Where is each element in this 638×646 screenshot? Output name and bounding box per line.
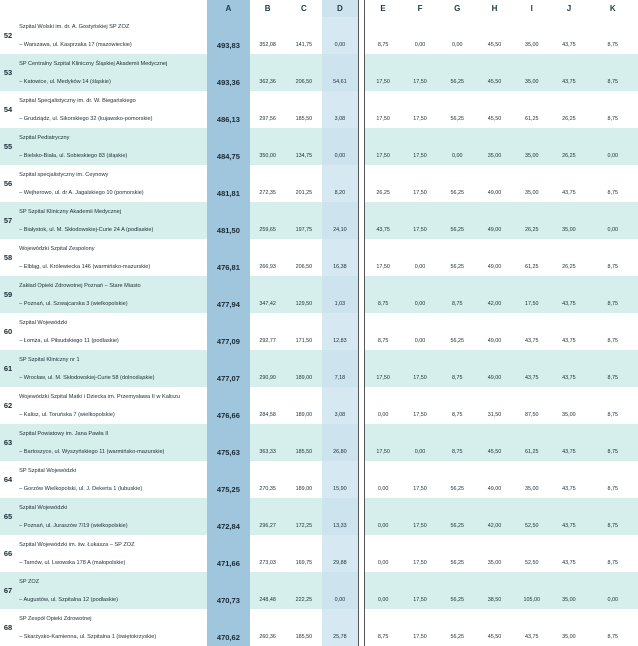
rank-number: 60	[0, 313, 16, 350]
score-c: 197,75	[286, 221, 322, 239]
score-j: 43,75	[550, 36, 587, 54]
score-e: 17,50	[364, 258, 401, 276]
table-row	[0, 239, 638, 258]
table-row-values	[0, 36, 638, 54]
score-j: 26,25	[550, 147, 587, 165]
score-d: 1,03	[322, 295, 358, 313]
score-j: 26,25	[550, 258, 587, 276]
score-h: 45,50	[476, 73, 513, 91]
score-h: 49,00	[476, 221, 513, 239]
score-f: 17,50	[401, 369, 438, 387]
score-b: 350,00	[250, 147, 286, 165]
rank-number: 66	[0, 535, 16, 572]
score-g: 56,25	[439, 554, 476, 572]
hospital-address: – Skarżysko-Kamienna, ul. Szpitalna 1 (świętokrzyskie)	[16, 628, 207, 646]
score-i: 43,75	[513, 628, 550, 646]
score-e: 17,50	[364, 147, 401, 165]
score-f: 17,50	[401, 628, 438, 646]
score-h: 45,50	[476, 36, 513, 54]
score-k: 8,75	[588, 443, 638, 461]
score-c: 206,50	[286, 73, 322, 91]
score-k: 0,00	[588, 591, 638, 609]
score-d: 0,00	[322, 147, 358, 165]
score-f: 17,50	[401, 221, 438, 239]
rank-number: 68	[0, 609, 16, 646]
score-e: 8,75	[364, 295, 401, 313]
rank-number: 53	[0, 54, 16, 91]
rank-number: 62	[0, 387, 16, 424]
hospital-address: – Grudziądz, ul. Sikorskiego 32 (kujawsko-pomorskie)	[16, 110, 207, 128]
hospital-address: – Wejherowo, ul. dr A. Jagalskiego 10 (pomorskie)	[16, 184, 207, 202]
score-j: 35,00	[550, 591, 587, 609]
score-j: 26,25	[550, 110, 587, 128]
total-score: 475,63	[207, 443, 249, 461]
score-b: 296,27	[250, 517, 286, 535]
score-h: 49,00	[476, 258, 513, 276]
table-row-values	[0, 258, 638, 276]
table-row-values	[0, 369, 638, 387]
score-g: 8,75	[439, 443, 476, 461]
score-c: 141,75	[286, 36, 322, 54]
score-b: 352,08	[250, 36, 286, 54]
score-f: 17,50	[401, 147, 438, 165]
score-f: 17,50	[401, 73, 438, 91]
score-c: 189,00	[286, 369, 322, 387]
table-row	[0, 165, 638, 184]
score-e: 0,00	[364, 554, 401, 572]
score-i: 105,00	[513, 591, 550, 609]
score-g: 56,25	[439, 258, 476, 276]
rank-number: 67	[0, 572, 16, 609]
table-row-values	[0, 221, 638, 239]
table-row-values	[0, 332, 638, 350]
total-score: 475,25	[207, 480, 249, 498]
hospital-address: – Poznań, ul. Juraszów 7/19 (wielkopolskie)	[16, 517, 207, 535]
hospital-address: – Białystok, ul. M. Skłodowskiej-Curie 24 A (podlaskie)	[16, 221, 207, 239]
score-d: 13,33	[322, 517, 358, 535]
hospital-name: SP Szpital Kliniczny nr 1	[16, 350, 207, 369]
score-c: 185,50	[286, 443, 322, 461]
score-c: 169,75	[286, 554, 322, 572]
score-f: 17,50	[401, 406, 438, 424]
score-d: 25,78	[322, 628, 358, 646]
score-i: 52,50	[513, 554, 550, 572]
header-col-k: K	[588, 0, 638, 17]
score-b: 248,48	[250, 591, 286, 609]
score-j: 43,75	[550, 295, 587, 313]
hospital-name: Szpital Wojewódzki im. św. Łukasza – SP ZOZ	[16, 535, 207, 554]
score-e: 8,75	[364, 628, 401, 646]
header-name	[16, 0, 207, 17]
score-b: 362,36	[250, 73, 286, 91]
score-b: 347,42	[250, 295, 286, 313]
score-e: 8,75	[364, 332, 401, 350]
table-row	[0, 387, 638, 406]
table-row-values	[0, 554, 638, 572]
header-col-f: F	[401, 0, 438, 17]
score-k: 0,00	[588, 221, 638, 239]
table-row-values	[0, 517, 638, 535]
score-b: 260,36	[250, 628, 286, 646]
score-d: 29,88	[322, 554, 358, 572]
score-b: 284,58	[250, 406, 286, 424]
hospital-name: SP Szpital Kliniczny Akademii Medycznej	[16, 202, 207, 221]
hospital-address: – Katowice, ul. Medyków 14 (śląskie)	[16, 73, 207, 91]
score-h: 38,50	[476, 591, 513, 609]
rank-number: 54	[0, 91, 16, 128]
score-e: 26,25	[364, 184, 401, 202]
rank-number: 52	[0, 17, 16, 54]
score-c: 172,25	[286, 517, 322, 535]
rank-number: 61	[0, 350, 16, 387]
score-h: 42,00	[476, 517, 513, 535]
score-i: 35,00	[513, 184, 550, 202]
score-k: 8,75	[588, 406, 638, 424]
score-g: 8,75	[439, 369, 476, 387]
score-k: 8,75	[588, 258, 638, 276]
table-row	[0, 609, 638, 628]
score-b: 297,56	[250, 110, 286, 128]
score-i: 87,50	[513, 406, 550, 424]
header-col-d: D	[322, 0, 358, 17]
score-c: 222,25	[286, 591, 322, 609]
score-j: 43,75	[550, 443, 587, 461]
score-e: 0,00	[364, 517, 401, 535]
hospital-address: – Bielsko-Biała, ul. Sobieskiego 83 (śląskie)	[16, 147, 207, 165]
score-d: 54,61	[322, 73, 358, 91]
hospital-name: Szpital specjalistyczny im. Ceynowy	[16, 165, 207, 184]
score-k: 8,75	[588, 480, 638, 498]
score-h: 31,50	[476, 406, 513, 424]
rank-number: 57	[0, 202, 16, 239]
score-c: 201,25	[286, 184, 322, 202]
rank-number: 64	[0, 461, 16, 498]
hospital-name: Zakład Opieki Zdrowotnej Poznań – Stare Miasto	[16, 276, 207, 295]
hospital-name: Wojewódzki Szpital Zespolony	[16, 239, 207, 258]
total-score: 471,66	[207, 554, 249, 572]
score-f: 0,00	[401, 295, 438, 313]
score-i: 35,00	[513, 73, 550, 91]
hospital-name: SP Centralny Szpital Kliniczny Śląskiej Akademii Medycznej	[16, 54, 207, 73]
score-j: 43,75	[550, 332, 587, 350]
header-col-i: I	[513, 0, 550, 17]
total-score: 486,13	[207, 110, 249, 128]
hospital-address: – Łomża, ul. Piłsudskiego 11 (podlaskie)	[16, 332, 207, 350]
score-b: 292,77	[250, 332, 286, 350]
hospital-address: – Gorzów Wielkopolski, ul. J. Dekerta 1 (lubuskie)	[16, 480, 207, 498]
score-k: 8,75	[588, 36, 638, 54]
score-g: 56,25	[439, 480, 476, 498]
score-c: 129,50	[286, 295, 322, 313]
rank-number: 56	[0, 165, 16, 202]
rank-number: 55	[0, 128, 16, 165]
score-k: 8,75	[588, 73, 638, 91]
score-i: 26,25	[513, 221, 550, 239]
score-f: 17,50	[401, 591, 438, 609]
score-g: 56,25	[439, 628, 476, 646]
score-d: 3,08	[322, 110, 358, 128]
score-i: 35,00	[513, 480, 550, 498]
table-row	[0, 128, 638, 147]
score-e: 0,00	[364, 480, 401, 498]
score-d: 3,08	[322, 406, 358, 424]
score-c: 206,50	[286, 258, 322, 276]
score-d: 0,00	[322, 36, 358, 54]
table-row	[0, 276, 638, 295]
score-h: 49,00	[476, 369, 513, 387]
rank-number: 59	[0, 276, 16, 313]
score-j: 43,75	[550, 554, 587, 572]
score-d: 12,83	[322, 332, 358, 350]
score-g: 56,25	[439, 110, 476, 128]
score-b: 272,35	[250, 184, 286, 202]
score-c: 185,50	[286, 628, 322, 646]
header-col-j: J	[550, 0, 587, 17]
total-score: 470,73	[207, 591, 249, 609]
header-col-g: G	[439, 0, 476, 17]
score-j: 43,75	[550, 480, 587, 498]
score-f: 0,00	[401, 443, 438, 461]
score-g: 0,00	[439, 36, 476, 54]
table-row-values	[0, 73, 638, 91]
score-h: 45,50	[476, 443, 513, 461]
hospital-address: – Poznań, ul. Szwajcarska 3 (wielkopolskie)	[16, 295, 207, 313]
score-c: 189,00	[286, 406, 322, 424]
header-col-a: A	[207, 0, 249, 17]
score-d: 26,80	[322, 443, 358, 461]
score-d: 7,18	[322, 369, 358, 387]
score-h: 45,50	[476, 110, 513, 128]
score-h: 35,00	[476, 147, 513, 165]
score-e: 0,00	[364, 406, 401, 424]
score-i: 17,50	[513, 295, 550, 313]
table-row	[0, 202, 638, 221]
table-row-values	[0, 591, 638, 609]
header-row	[0, 0, 638, 17]
score-k: 8,75	[588, 517, 638, 535]
score-d: 0,00	[322, 591, 358, 609]
score-h: 49,00	[476, 332, 513, 350]
total-score: 472,84	[207, 517, 249, 535]
score-j: 43,75	[550, 369, 587, 387]
score-e: 43,75	[364, 221, 401, 239]
score-k: 0,00	[588, 147, 638, 165]
hospital-name: Szpital Specjalistyczny im. dr. W. Biegańskiego	[16, 91, 207, 110]
hospital-name: Wojewódzki Szpital Matki i Dziecka im. Przemysława II w Kaliszu	[16, 387, 207, 406]
table-row	[0, 91, 638, 110]
rank-number: 58	[0, 239, 16, 276]
total-score: 477,09	[207, 332, 249, 350]
score-d: 24,10	[322, 221, 358, 239]
header-col-c: C	[286, 0, 322, 17]
score-e: 17,50	[364, 369, 401, 387]
score-g: 8,75	[439, 295, 476, 313]
total-score: 476,66	[207, 406, 249, 424]
hospital-name: Szpital Wojewódzki	[16, 498, 207, 517]
table-row-values	[0, 184, 638, 202]
hospital-name: Szpital Powiatowy im. Jana Pawła II	[16, 424, 207, 443]
hospital-address: – Augustów, ul. Szpitalna 12 (podlaskie)	[16, 591, 207, 609]
score-e: 17,50	[364, 110, 401, 128]
table-row-values	[0, 147, 638, 165]
score-j: 35,00	[550, 221, 587, 239]
hospital-name: Szpital Wolski im. dr. A. Gostyńskiej SP ZOZ	[16, 17, 207, 36]
score-e: 0,00	[364, 591, 401, 609]
score-g: 56,25	[439, 332, 476, 350]
total-score: 476,81	[207, 258, 249, 276]
score-g: 56,25	[439, 517, 476, 535]
hospital-address: – Wrocław, ul. M. Skłodowskiej-Curie 58 (dolnośląskie)	[16, 369, 207, 387]
total-score: 484,75	[207, 147, 249, 165]
hospital-address: – Elbląg, ul. Królewiecka 146 (warmińsko-mazurskie)	[16, 258, 207, 276]
hospital-name: Szpital Wojewódzki	[16, 313, 207, 332]
score-h: 42,00	[476, 295, 513, 313]
score-c: 185,50	[286, 110, 322, 128]
score-f: 17,50	[401, 480, 438, 498]
score-b: 290,90	[250, 369, 286, 387]
header-col-e: E	[364, 0, 401, 17]
hospital-name: SP ZOZ	[16, 572, 207, 591]
score-g: 8,75	[439, 406, 476, 424]
score-d: 8,20	[322, 184, 358, 202]
score-k: 8,75	[588, 110, 638, 128]
score-i: 35,00	[513, 36, 550, 54]
table-row	[0, 17, 638, 36]
score-f: 0,00	[401, 36, 438, 54]
score-f: 17,50	[401, 517, 438, 535]
score-f: 17,50	[401, 184, 438, 202]
total-score: 493,36	[207, 73, 249, 91]
total-score: 481,81	[207, 184, 249, 202]
table-row	[0, 535, 638, 554]
score-i: 61,25	[513, 110, 550, 128]
score-f: 0,00	[401, 332, 438, 350]
table-row	[0, 572, 638, 591]
score-b: 273,03	[250, 554, 286, 572]
score-b: 259,65	[250, 221, 286, 239]
score-k: 8,75	[588, 369, 638, 387]
score-h: 35,00	[476, 554, 513, 572]
hospital-address: – Kalisz, ul. Toruńska 7 (wielkopolskie)	[16, 406, 207, 424]
table-row-values	[0, 406, 638, 424]
hospital-address: – Warszawa, ul. Kasprzaka 17 (mazowieckie)	[16, 36, 207, 54]
table-row-values	[0, 295, 638, 313]
score-h: 49,00	[476, 480, 513, 498]
score-i: 43,75	[513, 332, 550, 350]
score-f: 0,00	[401, 258, 438, 276]
score-i: 43,75	[513, 369, 550, 387]
table-row	[0, 350, 638, 369]
score-h: 45,50	[476, 628, 513, 646]
table-row-values	[0, 443, 638, 461]
total-score: 481,50	[207, 221, 249, 239]
header-rank	[0, 0, 16, 17]
score-e: 8,75	[364, 36, 401, 54]
score-g: 56,25	[439, 73, 476, 91]
hospital-address: – Bartoszyce, ul. Wyszyńskiego 11 (warmińsko-mazurskie)	[16, 443, 207, 461]
total-score: 477,94	[207, 295, 249, 313]
score-k: 8,75	[588, 184, 638, 202]
score-e: 17,50	[364, 73, 401, 91]
score-j: 43,75	[550, 517, 587, 535]
score-c: 171,50	[286, 332, 322, 350]
rank-number: 63	[0, 424, 16, 461]
score-e: 17,50	[364, 443, 401, 461]
score-h: 49,00	[476, 184, 513, 202]
total-score: 493,83	[207, 36, 249, 54]
score-d: 15,90	[322, 480, 358, 498]
table-row	[0, 498, 638, 517]
score-g: 0,00	[439, 147, 476, 165]
header-col-b: B	[250, 0, 286, 17]
total-score: 477,07	[207, 369, 249, 387]
score-j: 35,00	[550, 406, 587, 424]
table-row	[0, 313, 638, 332]
score-b: 363,33	[250, 443, 286, 461]
score-g: 56,25	[439, 184, 476, 202]
score-k: 8,75	[588, 628, 638, 646]
table-row	[0, 54, 638, 73]
hospital-name: Szpital Pediatryczny	[16, 128, 207, 147]
score-i: 35,00	[513, 147, 550, 165]
score-j: 43,75	[550, 73, 587, 91]
score-j: 35,00	[550, 628, 587, 646]
score-f: 17,50	[401, 554, 438, 572]
score-j: 43,75	[550, 184, 587, 202]
score-k: 8,75	[588, 332, 638, 350]
table-row-values	[0, 110, 638, 128]
score-i: 61,25	[513, 258, 550, 276]
score-g: 56,25	[439, 221, 476, 239]
score-k: 8,75	[588, 554, 638, 572]
header-col-h: H	[476, 0, 513, 17]
table-row	[0, 424, 638, 443]
score-b: 270,35	[250, 480, 286, 498]
hospital-address: – Tarnów, ul. Lwowska 178 A (małopolskie)	[16, 554, 207, 572]
score-i: 61,25	[513, 443, 550, 461]
total-score: 470,62	[207, 628, 249, 646]
rank-number: 65	[0, 498, 16, 535]
score-d: 16,38	[322, 258, 358, 276]
table-body	[0, 17, 638, 646]
score-b: 266,93	[250, 258, 286, 276]
score-f: 17,50	[401, 110, 438, 128]
hospital-name: SP Zespół Opieki Zdrowotnej	[16, 609, 207, 628]
score-c: 189,00	[286, 480, 322, 498]
score-c: 134,75	[286, 147, 322, 165]
score-k: 8,75	[588, 295, 638, 313]
score-i: 52,50	[513, 517, 550, 535]
table-row-values	[0, 628, 638, 646]
table-row-values	[0, 480, 638, 498]
score-g: 56,25	[439, 591, 476, 609]
hospital-name: SP Szpital Wojewódzki	[16, 461, 207, 480]
table-row	[0, 461, 638, 480]
